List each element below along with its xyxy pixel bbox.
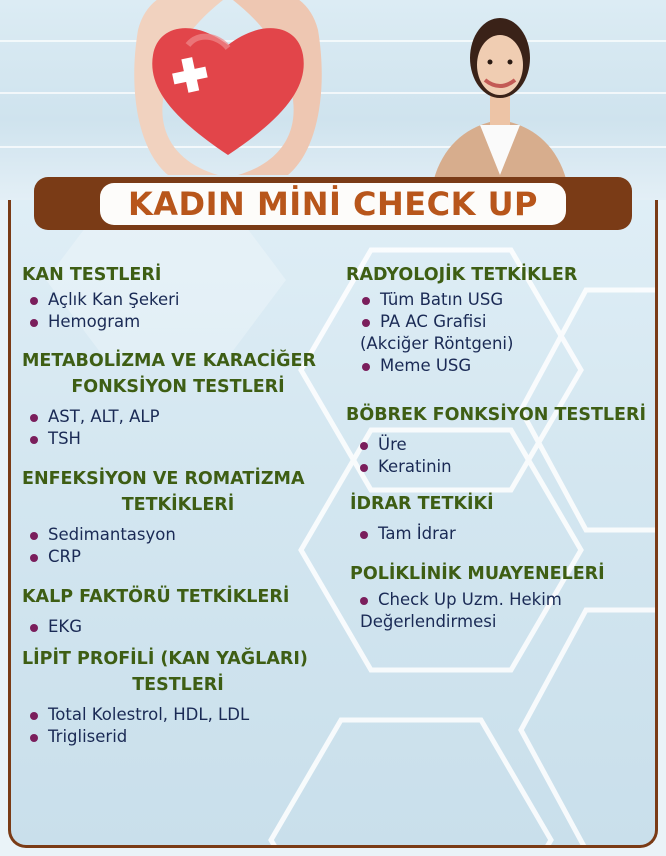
- section-title-line2: TESTLERİ: [132, 675, 224, 695]
- section-title: METABOLİZMA VE KARACİĞER: [22, 351, 316, 371]
- section-kan-testleri: [22, 262, 334, 348]
- bullet-icon: [30, 532, 38, 540]
- section-title-line2: TETKİKLERİ: [121, 495, 235, 515]
- list-item: Açlık Kan Şekeri: [22, 289, 334, 311]
- section-radyolojik: [346, 262, 651, 402]
- bullet-icon: [30, 319, 38, 327]
- list-item: Tüm Batın USG: [346, 289, 651, 311]
- hero-image: [0, 0, 666, 200]
- list-item: Keratinin: [346, 456, 651, 478]
- left-column: [22, 262, 334, 748]
- bullet-icon: [362, 297, 370, 305]
- list-item: AST, ALT, ALP: [22, 406, 334, 428]
- bullet-icon: [360, 531, 368, 539]
- bullet-icon: [30, 436, 38, 444]
- section-title: RADYOLOJİK TETKİKLER: [346, 265, 578, 285]
- section-idrar: [346, 491, 651, 561]
- list-item: Meme USG: [346, 355, 651, 377]
- section-title-line2: FONKSİYON TESTLERİ: [71, 377, 285, 397]
- section-enfeksiyon: [22, 466, 334, 584]
- section-title: İDRAR TETKİKİ: [350, 494, 494, 514]
- section-poliklinik: [346, 561, 651, 633]
- section-lipit: [22, 646, 334, 748]
- list-item: TSH: [22, 428, 334, 450]
- section-title: ENFEKSİYON VE ROMATİZMA: [22, 469, 305, 489]
- list-item: Üre: [346, 434, 651, 456]
- title-pill: [100, 183, 566, 225]
- smiling-doctor-image: [410, 0, 590, 200]
- bullet-icon: [360, 464, 368, 472]
- bullet-icon: [360, 442, 368, 450]
- list-item: Sedimantasyon: [22, 524, 334, 546]
- section-kalp: [22, 584, 334, 646]
- list-item: Trigliserid: [22, 726, 334, 748]
- bullet-icon: [30, 734, 38, 742]
- list-item: CRP: [22, 546, 334, 568]
- section-title: LİPİT PROFİLİ (KAN YAĞLARI): [22, 649, 308, 669]
- page-title: KADIN MİNİ CHECK UP: [127, 185, 538, 223]
- bullet-icon: [362, 319, 370, 327]
- right-column: [346, 262, 651, 633]
- list-item: Check Up Uzm. Hekim: [346, 589, 651, 611]
- section-title: KAN TESTLERİ: [22, 265, 162, 285]
- section-metabolizma: [22, 348, 334, 466]
- list-item: PA AC Grafisi: [346, 311, 651, 333]
- bullet-icon: [360, 597, 368, 605]
- list-item-continuation: (Akciğer Röntgeni): [360, 334, 514, 353]
- section-bobrek: [346, 402, 651, 491]
- bullet-icon: [30, 554, 38, 562]
- bullet-icon: [30, 414, 38, 422]
- bullet-icon: [362, 363, 370, 371]
- section-title: KALP FAKTÖRÜ TETKİKLERİ: [22, 587, 290, 607]
- section-title: BÖBREK FONKSİYON TESTLERİ: [346, 405, 646, 425]
- list-item: EKG: [22, 616, 334, 638]
- bullet-icon: [30, 297, 38, 305]
- bullet-icon: [30, 624, 38, 632]
- heart-in-hands-image: [128, 0, 328, 175]
- list-item: Tam İdrar: [346, 523, 651, 545]
- bullet-icon: [30, 712, 38, 720]
- list-item: Total Kolestrol, HDL, LDL: [22, 704, 334, 726]
- section-title: POLİKLİNİK MUAYENELERİ: [350, 564, 605, 584]
- list-item: Hemogram: [22, 311, 334, 333]
- list-item-continuation: Değerlendirmesi: [360, 612, 497, 631]
